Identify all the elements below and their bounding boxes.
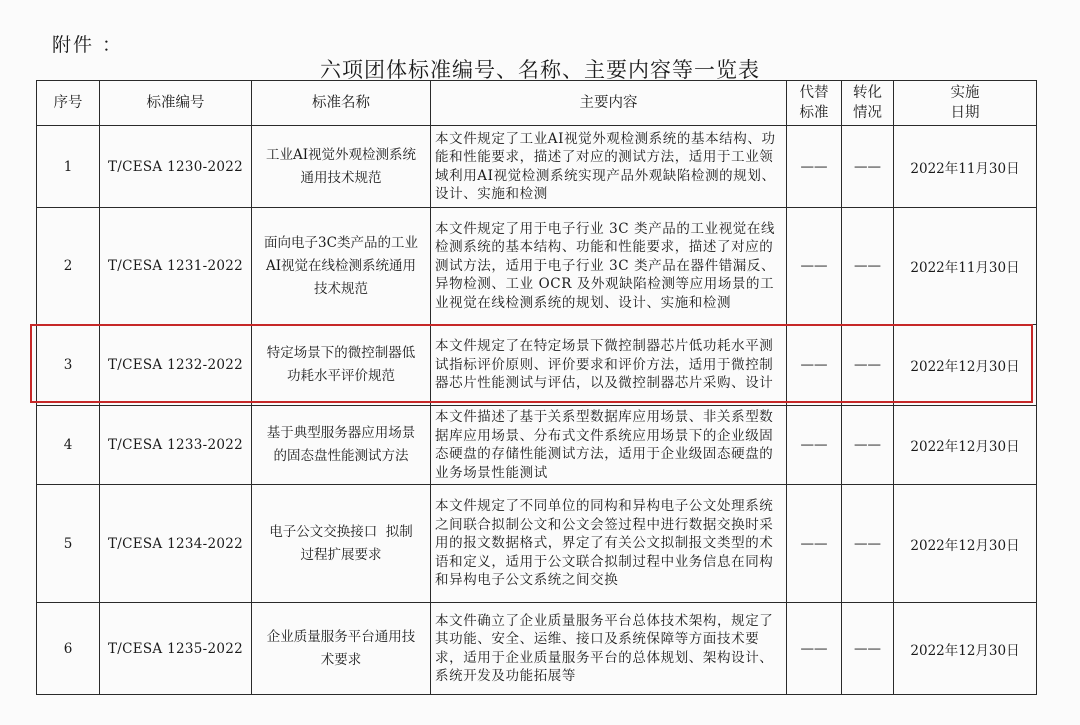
header-date-line2: 日期 (950, 105, 980, 121)
table-row (37, 603, 1037, 695)
table-row (37, 126, 1037, 208)
row-name-line: 企业质量服务平台通用技 (266, 628, 416, 645)
row-name-line: 基于典型服务器应用场景 (266, 425, 416, 441)
row-date: 2022年12月30日 (894, 603, 1037, 695)
row-name-line: 术要求 (320, 651, 362, 668)
row-date: 2022年11月30日 (894, 208, 1037, 325)
row-date: 2022年12月30日 (894, 485, 1037, 603)
document-title: 六项团体标准编号、名称、主要内容等一览表 (320, 58, 760, 82)
header-date (894, 81, 1037, 126)
row-no: 5 (37, 485, 100, 603)
table-header-row (37, 81, 1037, 126)
standards-table (36, 80, 1037, 695)
header-content: 主要内容 (431, 81, 787, 126)
row-date: 2022年12月30日 (894, 406, 1037, 485)
row-no: 3 (37, 325, 100, 406)
row-replace: —— (787, 208, 842, 325)
table-row (37, 406, 1037, 485)
row-content: 本文件规定了用于电子行业 3C 类产品的工业视觉在线检测系统的基本结构、功能和性能要求，描述了对应的测试方法，适用于电子行业 3C 类产品在器件错漏反、异物检测、工业 OCR 及外观缺陷检测等应用场景的工业视觉在线检测系统的规划、设计、实施和检测 (431, 208, 787, 325)
row-name-line: 通用技术规范 (300, 169, 382, 186)
row-date: 2022年11月30日 (894, 126, 1037, 208)
row-name-line: 功耗水平评价规范 (287, 368, 395, 384)
header-convert-line2: 情况 (853, 105, 882, 121)
row-name-line: 电子公文交换接口 拟制 (269, 523, 413, 540)
row-code: T/CESA 1234-2022 (100, 485, 252, 603)
row-code: T/CESA 1233-2022 (100, 406, 252, 485)
row-no: 6 (37, 603, 100, 695)
header-no: 序号 (37, 81, 100, 126)
row-convert: —— (842, 325, 894, 406)
row-name-line: 面向电子3C类产品的工业 (264, 234, 418, 251)
table-row-highlighted (37, 325, 1037, 406)
header-date-line1: 实施 (950, 85, 980, 101)
header-convert (842, 81, 894, 126)
row-no: 4 (37, 406, 100, 485)
row-code: T/CESA 1235-2022 (100, 603, 252, 695)
header-code: 标准编号 (100, 81, 252, 126)
row-replace: —— (787, 485, 842, 603)
row-name (252, 485, 431, 603)
row-code: T/CESA 1232-2022 (100, 325, 252, 406)
row-name-line: 的固态盘性能测试方法 (273, 448, 409, 464)
row-name (252, 406, 431, 485)
table-row (37, 208, 1037, 325)
row-no: 2 (37, 208, 100, 325)
row-content: 本文件规定了工业AI视觉外观检测系统的基本结构、功能和性能要求，描述了对应的测试方法，适用于工业领域利用AI视觉检测系统实现产品外观缺陷检测的规划、设计、实施和检测 (431, 126, 787, 208)
row-name-line: 技术规范 (314, 280, 368, 297)
row-content: 本文件规定了不同单位的同构和异构电子公文处理系统之间联合拟制公文和公文会签过程中进行数据交换时采用的报文数据格式，界定了有关公文拟制报文类型的术语和定义，适用于公文联合拟制过程中业务信息在同构和异构电子公文系统之间交换 (431, 485, 787, 603)
row-replace: —— (787, 603, 842, 695)
row-replace: —— (787, 406, 842, 485)
row-convert: —— (842, 406, 894, 485)
row-content: 本文件描述了基于关系型数据库应用场景、非关系型数据库应用场景、分布式文件系统应用场景下的企业级固态硬盘的存储性能测试方法，适用于企业级固态硬盘的业务场景性能测试 (431, 406, 787, 485)
row-replace: —— (787, 126, 842, 208)
row-replace: —— (787, 325, 842, 406)
row-name-line: 过程扩展要求 (300, 546, 382, 563)
attachment-label: 附件 ： (52, 34, 124, 56)
row-content: 本文件确立了企业质量服务平台总体技术架构，规定了其功能、安全、运维、接口及系统保障等方面技术要求，适用于企业质量服务平台的总体规划、架构设计、系统开发及功能拓展等 (431, 603, 787, 695)
row-code: T/CESA 1230-2022 (100, 126, 252, 208)
row-code: T/CESA 1231-2022 (100, 208, 252, 325)
header-name: 标准名称 (252, 81, 431, 126)
row-name (252, 208, 431, 325)
table-row (37, 485, 1037, 603)
row-content: 本文件规定了在特定场景下微控制器芯片低功耗水平测试指标评价原则、评价要求和评价方法，适用于微控制器芯片性能测试与评估，以及微控制器芯片采购、设计 (431, 325, 787, 406)
header-convert-line1: 转化 (853, 85, 882, 101)
header-replace-line1: 代替 (799, 85, 829, 101)
row-convert: —— (842, 208, 894, 325)
row-no: 1 (37, 126, 100, 208)
row-name (252, 126, 431, 208)
row-name-line: AI视觉在线检测系统通用 (265, 257, 417, 274)
row-convert: —— (842, 485, 894, 603)
row-convert: —— (842, 126, 894, 208)
header-replace (787, 81, 842, 126)
row-name-line: 工业AI视觉外观检测系统 (265, 146, 417, 163)
header-replace-line2: 标准 (799, 105, 829, 121)
row-name (252, 325, 431, 406)
row-name (252, 603, 431, 695)
row-name-line: 特定场景下的微控制器低 (266, 345, 416, 361)
row-convert: —— (842, 603, 894, 695)
row-date: 2022年12月30日 (894, 325, 1037, 406)
